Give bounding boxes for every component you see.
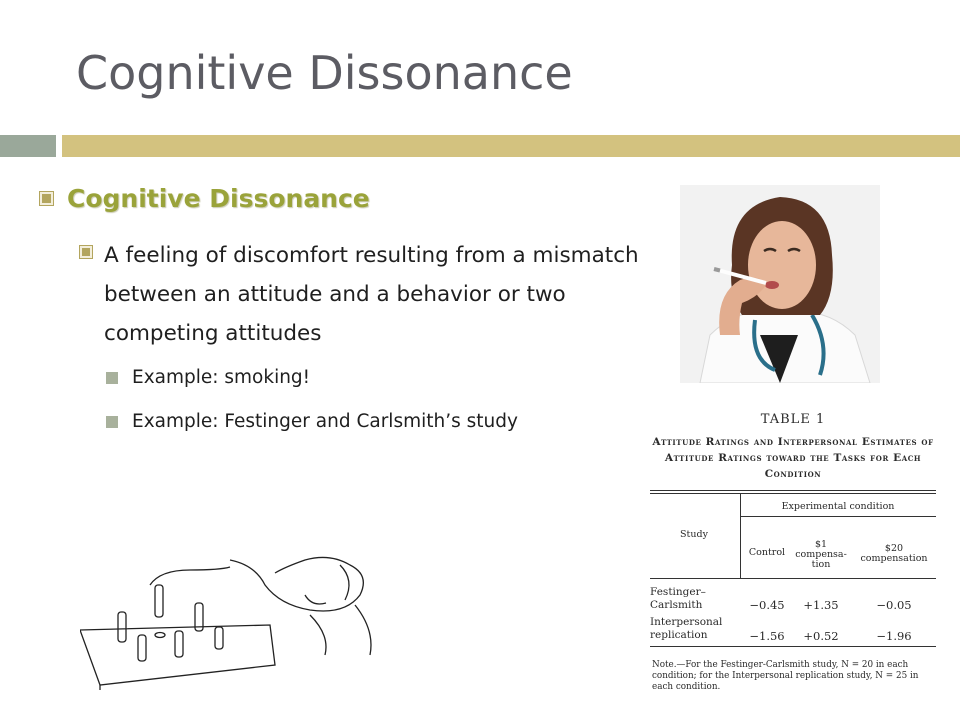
bullet-main-text: Cognitive Dissonance [67, 184, 370, 213]
bullet-square-icon [80, 246, 92, 258]
table-title: TABLE 1 [760, 412, 826, 427]
bullet-definition [80, 236, 650, 353]
table-rule [650, 578, 936, 579]
title-divider-left [0, 135, 56, 157]
table-header-group: Experimental condition [781, 501, 895, 512]
table-cell: +0.52 [803, 629, 839, 643]
table-cell: −1.56 [749, 629, 785, 643]
table-rule [740, 516, 936, 517]
table-cell: −0.05 [876, 598, 912, 612]
slide-title: Cognitive Dissonance [76, 46, 573, 100]
table-rule [650, 490, 936, 491]
smoking-doctor-photo [680, 185, 880, 383]
table-rule [650, 493, 936, 494]
example-text: Example: smoking! [132, 367, 311, 388]
table-cell: −0.45 [749, 598, 785, 612]
bullet-square-icon [106, 372, 118, 384]
table-row-study: Interpersonal replication [650, 616, 723, 641]
table-col-header: Control [748, 547, 786, 558]
bullet-square-icon [106, 416, 118, 428]
table-row-study: Festinger–Carlsmith [650, 586, 706, 611]
table-note: Note.—For the Festinger-Carlsmith study, N = 20 in each condition; for the Interpersonal replication study, N = 25 in each condition. [652, 660, 919, 692]
table-col-header: $1 compensa-tion [795, 539, 847, 570]
bullet-example-1 [106, 367, 310, 388]
table-cell: −1.96 [876, 629, 912, 643]
table-header-study: Study [680, 529, 708, 540]
bullet-example-2 [106, 411, 518, 432]
peg-task-sketch [80, 545, 380, 690]
example-text: Example: Festinger and Carlsmith’s study [132, 411, 518, 432]
results-table-figure [648, 410, 938, 700]
definition-text: A feeling of discomfort resulting from a mismatch between an attitude and a behavior or two competing attitudes [104, 243, 639, 346]
table-rule [650, 646, 936, 647]
table-caption: Attitude Ratings and Interpersonal Estimates of Attitude Ratings toward the Tasks for Each Condition [652, 436, 934, 480]
table-col-header: $20 compensation [860, 543, 928, 564]
bullet-square-icon [40, 192, 53, 205]
title-divider-right [62, 135, 960, 157]
table-cell: +1.35 [803, 598, 839, 612]
bullet-main [40, 184, 370, 213]
